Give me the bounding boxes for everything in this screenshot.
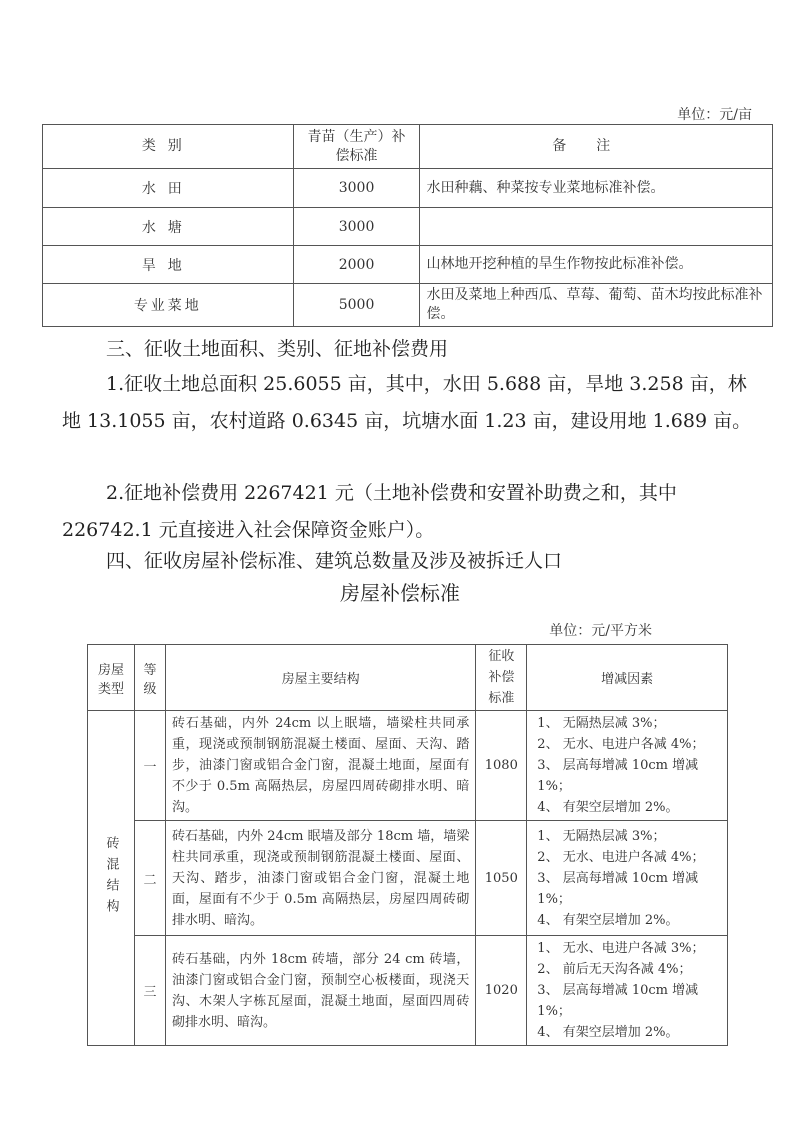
table-row [88, 936, 728, 1046]
table-header-row [88, 645, 728, 711]
cell-standard: 2000 [293, 246, 420, 284]
factor-item: 1、 无隔热层减 3%； [537, 828, 666, 844]
factor-item: 2、 前后无天沟各减 4%； [537, 962, 692, 977]
section3-paragraph-1: 1.征收土地总面积 25.6055 亩，其中，水田 5.688 亩，旱地 3.258 亩，林地 13.1055 亩，农村道路 0.6345 亩，坑塘水面 1.23 亩，建设用地 1.689 亩。 [62, 373, 752, 432]
cell-grade: 二 [134, 821, 165, 936]
cell-standard: 1020 [476, 936, 527, 1046]
cell-standard: 1050 [476, 821, 527, 936]
cell-note [420, 208, 773, 246]
header-category: 类别 [43, 125, 294, 169]
cell-grade: 一 [134, 711, 165, 821]
cell-grade: 三 [134, 936, 165, 1046]
cell-category: 旱地 [43, 246, 294, 284]
cell-house-type [88, 711, 135, 1046]
factor-item: 3、 层高每增减 10cm 增减 1%； [537, 870, 699, 907]
cell-structure: 砖石基础，内外 18cm 砖墙，部分 24 cm 砖墙，油漆门窗或铝合金门窗，预制空心板楼面，现浇天沟、木架人字栋瓦屋面，混凝土地面，屋面四周砖砌排水明、暗沟。 [165, 936, 475, 1046]
cell-note: 水田及菜地上种西瓜、草莓、葡萄、苗木均按此标准补偿。 [420, 284, 773, 327]
cell-standard: 3000 [293, 208, 420, 246]
table1-unit-label: 单位：元/亩 [677, 107, 752, 123]
header-note: 备注 [420, 125, 773, 169]
factor-item: 1、 无水、电进户各减 3%； [537, 941, 705, 956]
cell-structure: 砖石基础，内外 24cm 眠墙及部分 18cm 墙，墙梁柱共同承重，现浇或预制钢筋混凝土楼面、屋面、天沟、踏步，油漆门窗或铝合金门窗，混凝土地面，屋面有不少于 0.5m 高隔热层，房屋四周砖砌排水明、暗沟。 [165, 821, 475, 936]
factor-item: 4、 有架空层增加 2%。 [537, 800, 679, 815]
section3-heading: 三、征收土地面积、类别、征地补偿费用 [106, 338, 449, 360]
cell-structure: 砖石基础，内外 24cm 以上眠墙，墙梁柱共同承重，现浇或预制钢筋混凝土楼面、屋面、天沟、踏步，油漆门窗或铝合金门窗，混凝土地面，屋面有不少于 0.5m 高隔热层，房屋四周砖砌排水明、暗沟。 [165, 711, 475, 821]
factor-item: 1、 无隔热层减 3%； [537, 716, 666, 731]
factor-item: 3、 层高每增减 10cm 增减 1%； [537, 758, 699, 794]
header-structure: 房屋主要结构 [165, 645, 475, 711]
section4-heading: 四、征收房屋补偿标准、建筑总数量及涉及被拆迁人口 [106, 550, 563, 572]
house-type-label: 砖混结构 [103, 836, 119, 920]
cell-standard: 1080 [476, 711, 527, 821]
header-house-type: 房屋类型 [88, 645, 135, 711]
table2-unit-label: 单位：元/平方米 [549, 623, 652, 639]
cell-standard: 5000 [293, 284, 420, 327]
table-row [43, 246, 773, 284]
section3-paragraph-2: 2.征地补偿费用 2267421 元（土地补偿费和安置补助费之和，其中 226742.1 元直接进入社会保障资金账户）。 [62, 482, 677, 541]
table-row [88, 821, 728, 936]
factor-item: 4、 有架空层增加 2%。 [537, 1025, 679, 1040]
cell-factors [527, 821, 728, 936]
cell-note: 山林地开挖种植的旱生作物按此标准补偿。 [420, 246, 773, 284]
factor-item: 2、 无水、电进户各减 4%； [537, 849, 705, 865]
table-row [43, 284, 773, 327]
cell-category: 水塘 [43, 208, 294, 246]
table-row [43, 169, 773, 208]
header-factors: 增减因素 [527, 645, 728, 711]
header-grade: 等级 [134, 645, 165, 711]
cell-category: 专业菜地 [43, 284, 294, 327]
table-header-row [43, 125, 773, 169]
cell-factors [527, 711, 728, 821]
crop-compensation-table [42, 124, 773, 327]
factor-item: 2、 无水、电进户各减 4%； [537, 737, 705, 752]
table-row [88, 711, 728, 821]
house-table-title: 房屋补偿标准 [340, 581, 460, 605]
cell-category: 水田 [43, 169, 294, 208]
factor-item: 4、 有架空层增加 2%。 [537, 912, 679, 928]
header-standard: 征收补偿标准 [476, 645, 527, 711]
header-standard: 青苗（生产）补偿标准 [293, 125, 420, 169]
table-row [43, 208, 773, 246]
house-compensation-table [87, 644, 728, 1046]
cell-factors [527, 936, 728, 1046]
cell-note: 水田种藕、种菜按专业菜地标准补偿。 [420, 169, 773, 208]
factor-item: 3、 层高每增减 10cm 增减 1%； [537, 983, 699, 1019]
cell-standard: 3000 [293, 169, 420, 208]
